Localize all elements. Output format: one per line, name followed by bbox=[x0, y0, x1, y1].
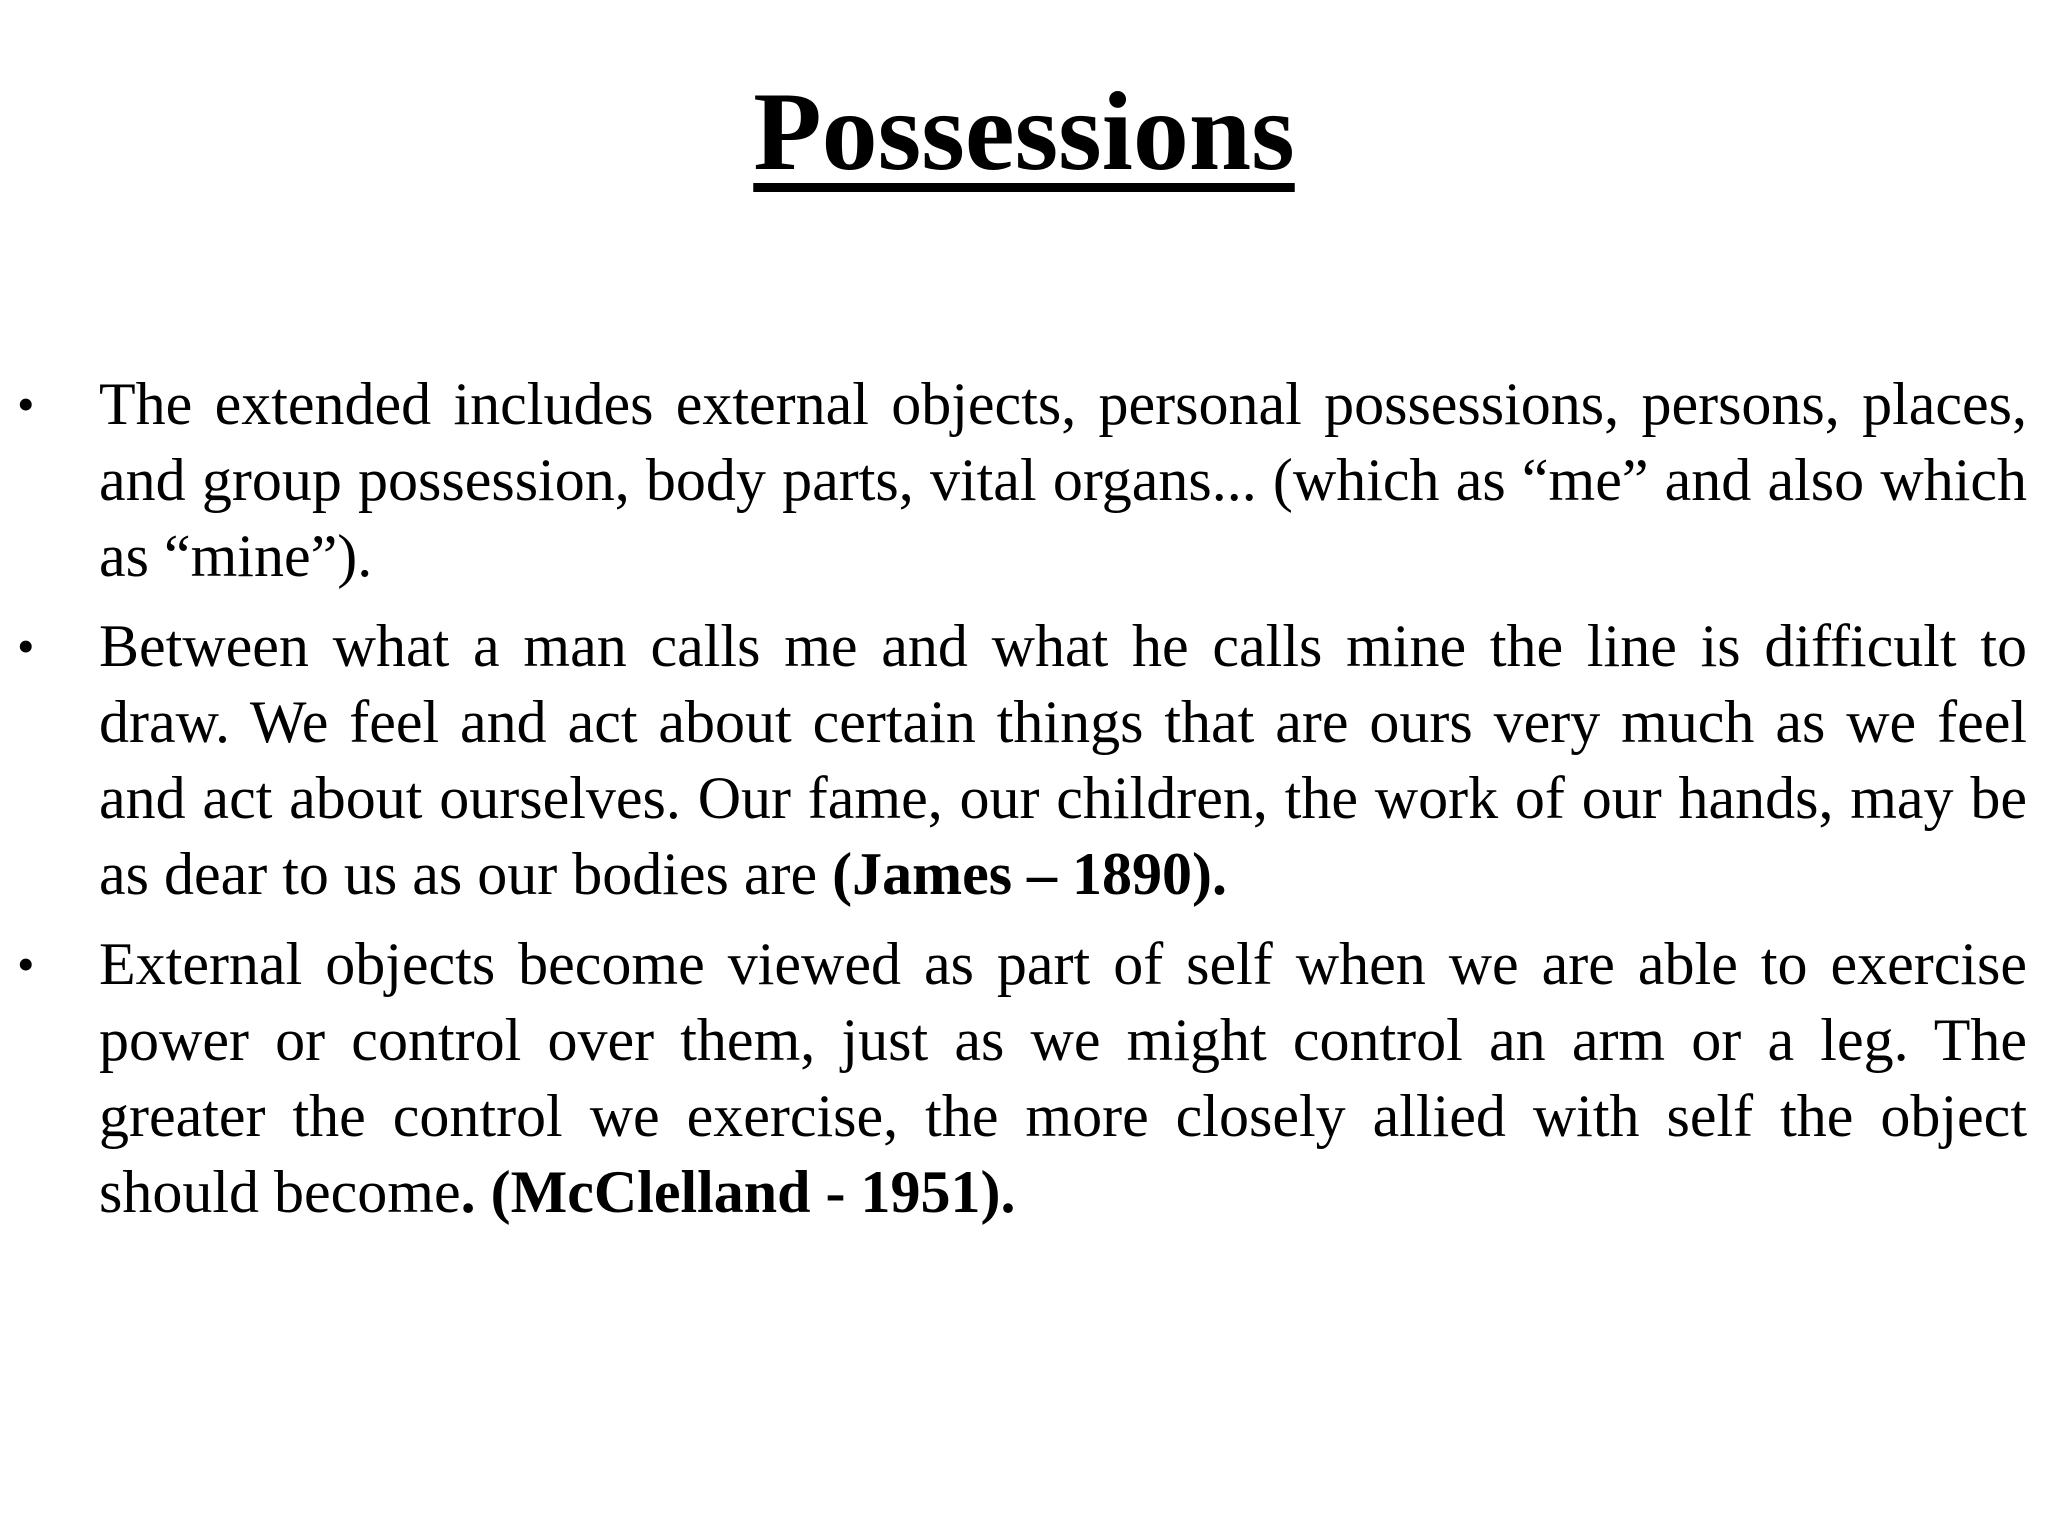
bullet-dot-icon: • bbox=[17, 618, 35, 674]
bullet-text: The extended includes external objects, personal possessions, persons, places, and group possession, body parts, vital organs... (which as “me” and also which as “mine”). bbox=[99, 371, 2027, 589]
bullet-text: External objects become viewed as part of self when we are able to exercise power or control over them, just as we might control an arm or a leg. The greater the control we exercise, the more closely allied with self the object should become bbox=[99, 931, 2027, 1225]
slide-title bbox=[0, 62, 2048, 202]
bullet-list bbox=[0, 366, 2048, 1244]
bullet-item-james bbox=[0, 608, 2048, 912]
bullet-citation: . (McClelland - 1951). bbox=[460, 1159, 1016, 1225]
bullet-item-mcclelland bbox=[0, 926, 2048, 1230]
bullet-item-extended-self bbox=[0, 366, 2048, 594]
bullet-dot-icon: • bbox=[17, 376, 35, 432]
bullet-citation: (James – 1890). bbox=[832, 841, 1228, 907]
bullet-dot-icon: • bbox=[17, 936, 35, 992]
slide-title-text: Possessions bbox=[753, 70, 1295, 194]
bullet-text: Between what a man calls me and what he calls mine the line is difficult to draw. We feel and act about certain things that are ours very much as we feel and act about ourselves. Our fame, our children, the work of our hands, may be as dear to us as our bodies are bbox=[99, 613, 2027, 907]
